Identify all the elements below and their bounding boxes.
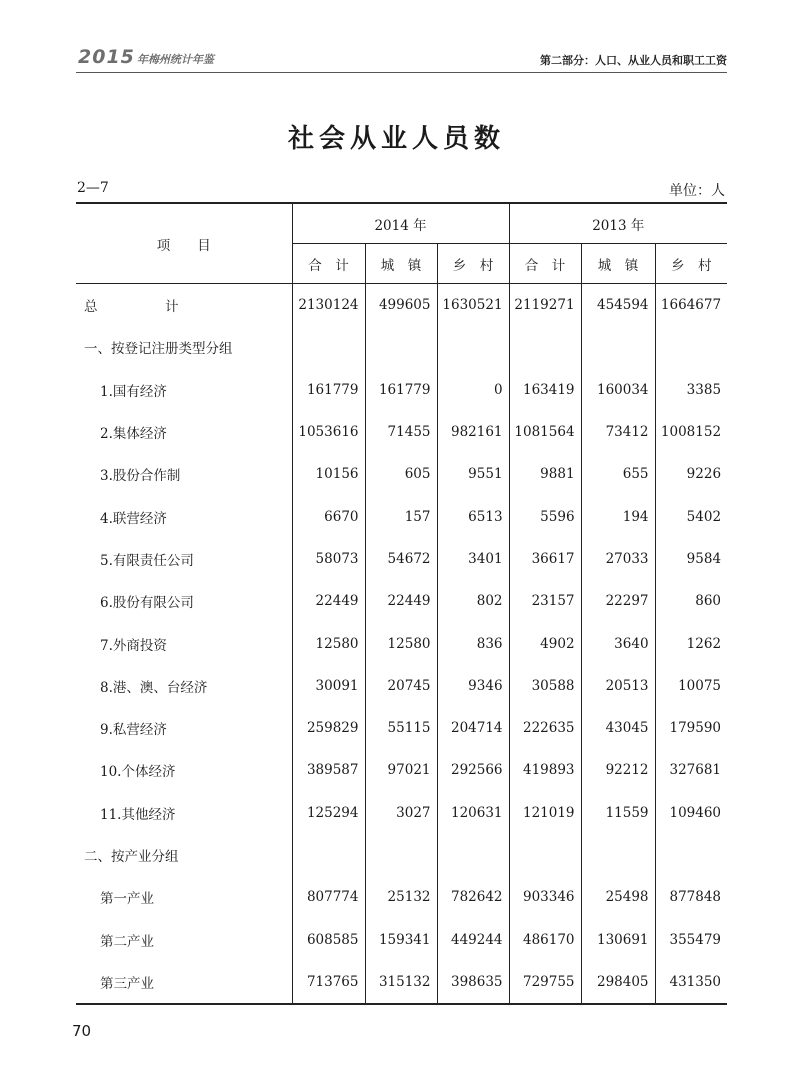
table-row	[76, 411, 727, 453]
table-row	[76, 284, 727, 327]
page-number: 70	[72, 1022, 92, 1040]
cell-value: 807774	[292, 876, 365, 918]
cell-value	[292, 834, 365, 876]
table-row	[76, 580, 727, 622]
cell-value: 419893	[509, 749, 581, 791]
cell-value	[437, 834, 509, 876]
section-title: 第二部分：人口、从业人员和职工工资	[540, 54, 727, 67]
row-label: 3.股份合作制	[100, 468, 181, 485]
cell-value: 982161	[437, 411, 509, 453]
row-label: 8.港、澳、台经济	[100, 679, 208, 696]
cell-value: 161779	[292, 369, 365, 411]
cell-value: 23157	[509, 580, 581, 622]
cell-value: 860	[655, 580, 727, 622]
cell-value: 355479	[655, 918, 727, 960]
cell-value: 327681	[655, 749, 727, 791]
year-header-2014: 2014 年	[292, 203, 509, 244]
cell-value: 120631	[437, 792, 509, 834]
table-row	[76, 834, 727, 876]
running-header	[76, 46, 727, 73]
cell-value: 160034	[581, 369, 655, 411]
cell-value: 11559	[581, 792, 655, 834]
row-label: 9.私营经济	[100, 722, 167, 739]
cell-value: 58073	[292, 538, 365, 580]
table-row	[76, 749, 727, 791]
cell-value: 36617	[509, 538, 581, 580]
unit-label: 单位：人	[669, 183, 725, 199]
cell-value	[509, 326, 581, 368]
subheader-urban: 城 镇	[581, 244, 655, 284]
table-code: 2—7	[77, 180, 109, 196]
cell-value: 20513	[581, 665, 655, 707]
cell-value	[365, 326, 437, 368]
row-label: 2.集体经济	[100, 426, 167, 443]
cell-value: 22297	[581, 580, 655, 622]
cell-value: 5596	[509, 495, 581, 537]
cell-value: 157	[365, 495, 437, 537]
cell-value: 454594	[581, 284, 655, 327]
cell-value: 713765	[292, 961, 365, 1004]
cell-value: 1664677	[655, 284, 727, 327]
cell-value: 608585	[292, 918, 365, 960]
cell-value: 292566	[437, 749, 509, 791]
cell-value: 25498	[581, 876, 655, 918]
row-label: 二、按产业分组	[84, 849, 179, 865]
cell-value: 92212	[581, 749, 655, 791]
cell-value: 43045	[581, 707, 655, 749]
cell-value: 55115	[365, 707, 437, 749]
cell-value	[581, 834, 655, 876]
table-row	[76, 792, 727, 834]
row-label: 6.股份有限公司	[100, 595, 194, 612]
cell-value: 655	[581, 453, 655, 495]
cell-value: 1008152	[655, 411, 727, 453]
item-column-header: 项 目	[76, 203, 292, 284]
table-row	[76, 622, 727, 664]
cell-value: 10075	[655, 665, 727, 707]
row-label: 第三产业	[76, 961, 292, 1004]
row-label: 7.外商投资	[100, 637, 167, 654]
table-row	[76, 453, 727, 495]
cell-value: 6670	[292, 495, 365, 537]
table-row	[76, 918, 727, 960]
cell-value: 1262	[655, 622, 727, 664]
subheader-urban: 城 镇	[365, 244, 437, 284]
cell-value: 159341	[365, 918, 437, 960]
row-label: 总 计	[84, 299, 179, 316]
cell-value	[509, 834, 581, 876]
row-label: 一、按登记注册类型分组	[84, 341, 233, 358]
cell-value: 9226	[655, 453, 727, 495]
cell-value: 25132	[365, 876, 437, 918]
cell-value: 729755	[509, 961, 581, 1004]
table-row	[76, 707, 727, 749]
cell-value: 3385	[655, 369, 727, 411]
cell-value: 9881	[509, 453, 581, 495]
cell-value	[655, 326, 727, 368]
cell-value: 298405	[581, 961, 655, 1004]
cell-value: 398635	[437, 961, 509, 1004]
yearbook-name: 年梅州统计年鉴	[136, 53, 214, 66]
cell-value: 54672	[365, 538, 437, 580]
cell-value: 27033	[581, 538, 655, 580]
cell-value: 130691	[581, 918, 655, 960]
cell-value: 2119271	[509, 284, 581, 327]
table-row	[76, 326, 727, 368]
row-label: 第二产业	[100, 933, 154, 950]
yearbook-logo	[78, 46, 214, 68]
page-title: 社会从业人员数	[287, 124, 505, 154]
cell-value: 389587	[292, 749, 365, 791]
row-label: 11.其他经济	[100, 806, 176, 823]
cell-value: 109460	[655, 792, 727, 834]
cell-value: 499605	[365, 284, 437, 327]
cell-value: 605	[365, 453, 437, 495]
row-label: 第一产业	[100, 891, 154, 908]
table-row	[76, 538, 727, 580]
cell-value: 0	[437, 369, 509, 411]
cell-value: 3401	[437, 538, 509, 580]
cell-value: 125294	[292, 792, 365, 834]
cell-value: 97021	[365, 749, 437, 791]
cell-value: 12580	[365, 622, 437, 664]
cell-value: 179590	[655, 707, 727, 749]
cell-value: 4902	[509, 622, 581, 664]
cell-value: 1081564	[509, 411, 581, 453]
cell-value: 22449	[292, 580, 365, 622]
employment-table	[76, 202, 727, 1005]
cell-value: 877848	[655, 876, 727, 918]
cell-value	[365, 834, 437, 876]
cell-value: 903346	[509, 876, 581, 918]
cell-value: 121019	[509, 792, 581, 834]
cell-value: 163419	[509, 369, 581, 411]
cell-value: 161779	[365, 369, 437, 411]
row-label: 4.联营经济	[100, 510, 167, 527]
cell-value: 802	[437, 580, 509, 622]
row-label: 1.国有经济	[100, 383, 167, 400]
year-header-2013: 2013 年	[509, 203, 727, 244]
cell-value: 30091	[292, 665, 365, 707]
cell-value: 259829	[292, 707, 365, 749]
row-label: 10.个体经济	[100, 764, 176, 781]
subheader-rural: 乡 村	[437, 244, 509, 284]
cell-value: 315132	[365, 961, 437, 1004]
cell-value: 22449	[365, 580, 437, 622]
table-row	[76, 961, 727, 1004]
cell-value: 449244	[437, 918, 509, 960]
row-label: 5.有限责任公司	[100, 552, 194, 569]
cell-value: 10156	[292, 453, 365, 495]
cell-value: 30588	[509, 665, 581, 707]
cell-value: 204714	[437, 707, 509, 749]
yearbook-year: 2015	[78, 46, 135, 68]
cell-value: 9346	[437, 665, 509, 707]
cell-value: 9584	[655, 538, 727, 580]
cell-value: 2130124	[292, 284, 365, 327]
cell-value: 5402	[655, 495, 727, 537]
cell-value	[655, 834, 727, 876]
subheader-total: 合 计	[509, 244, 581, 284]
cell-value	[437, 326, 509, 368]
table-row	[76, 876, 727, 918]
cell-value: 12580	[292, 622, 365, 664]
cell-value: 222635	[509, 707, 581, 749]
cell-value: 3027	[365, 792, 437, 834]
table-row	[76, 369, 727, 411]
cell-value: 3640	[581, 622, 655, 664]
cell-value: 431350	[655, 961, 727, 1004]
subheader-total: 合 计	[292, 244, 365, 284]
cell-value: 1053616	[292, 411, 365, 453]
cell-value: 20745	[365, 665, 437, 707]
cell-value: 6513	[437, 495, 509, 537]
cell-value: 194	[581, 495, 655, 537]
cell-value: 782642	[437, 876, 509, 918]
cell-value: 9551	[437, 453, 509, 495]
table-row	[76, 665, 727, 707]
cell-value	[581, 326, 655, 368]
cell-value: 836	[437, 622, 509, 664]
header-row-years	[76, 203, 727, 244]
cell-value	[292, 326, 365, 368]
cell-value: 1630521	[437, 284, 509, 327]
cell-value: 71455	[365, 411, 437, 453]
cell-value: 486170	[509, 918, 581, 960]
subheader-rural: 乡 村	[655, 244, 727, 284]
cell-value: 73412	[581, 411, 655, 453]
table-row	[76, 495, 727, 537]
